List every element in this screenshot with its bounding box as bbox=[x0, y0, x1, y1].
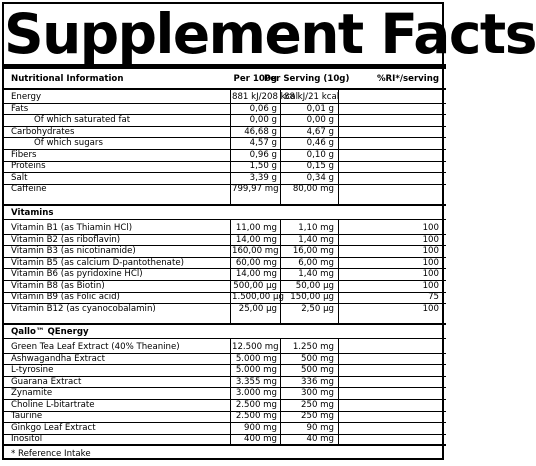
value-ri bbox=[389, 377, 439, 388]
column-divider bbox=[230, 220, 231, 323]
table-row bbox=[4, 292, 446, 303]
value-per-serving: 1.250 mg bbox=[292, 342, 334, 352]
footnote-rule bbox=[4, 444, 446, 446]
value-per-serving: 4,67 g bbox=[306, 126, 334, 137]
value-ri bbox=[389, 365, 439, 376]
value-per-100g: 0,96 g bbox=[249, 149, 277, 160]
value-ri bbox=[389, 138, 439, 149]
table-row bbox=[4, 258, 446, 269]
table-row bbox=[4, 281, 446, 292]
footnote: * Reference Intake bbox=[11, 449, 91, 459]
value-per-100g: 0,06 g bbox=[249, 103, 277, 114]
value-per-serving: 336 mg bbox=[301, 376, 334, 387]
blend-heading-rule bbox=[4, 338, 446, 339]
value-ri bbox=[389, 104, 439, 115]
value-ri bbox=[389, 354, 439, 365]
value-per-100g: 160,00 mg bbox=[232, 246, 279, 257]
value-per-100g: 1,50 g bbox=[249, 161, 277, 172]
nutrient-name: Choline L-bitartrate bbox=[11, 399, 95, 410]
value-per-100g: 799,97 mg bbox=[232, 184, 279, 195]
value-per-serving: 16,00 mg bbox=[292, 246, 334, 257]
value-per-100g: 900 mg bbox=[244, 422, 277, 433]
table-row bbox=[4, 92, 446, 103]
value-per-serving: 2,50 µg bbox=[301, 303, 334, 314]
value-per-100g: 3,39 g bbox=[249, 172, 277, 183]
table-row bbox=[4, 246, 446, 257]
table-row bbox=[4, 184, 446, 195]
value-ri bbox=[389, 150, 439, 161]
nutrient-name: Inositol bbox=[11, 434, 43, 445]
table-row bbox=[4, 173, 446, 184]
column-divider bbox=[280, 339, 281, 444]
vitamins-heading-row bbox=[4, 208, 446, 219]
nutrient-name: Vitamin B12 (as cyanocobalamin) bbox=[11, 303, 156, 314]
column-divider bbox=[230, 339, 231, 444]
nutrient-name: Carbohydrates bbox=[11, 126, 75, 137]
value-per-100g: 0,00 g bbox=[249, 115, 277, 126]
table-row bbox=[4, 411, 446, 422]
value-per-serving: 50,00 µg bbox=[295, 280, 334, 291]
nutrient-name: Zynamite bbox=[11, 388, 53, 399]
header-rule bbox=[4, 88, 446, 90]
value-ri: 100 bbox=[422, 223, 439, 233]
value-ri: 100 bbox=[422, 280, 439, 291]
nutrient-name: Vitamin B6 (as pyridoxine HCl) bbox=[11, 269, 143, 280]
nutrient-name: L-tyrosine bbox=[11, 365, 54, 376]
nutrient-name: Of which sugars bbox=[34, 138, 103, 149]
value-per-100g: 2.500 mg bbox=[235, 399, 277, 410]
nutrient-name: Vitamin B2 (as riboflavin) bbox=[11, 234, 121, 245]
table-row bbox=[4, 377, 446, 388]
table-row bbox=[4, 115, 446, 126]
nutrient-name: Vitamin B1 (as Thiamin HCl) bbox=[11, 223, 133, 233]
value-ri: 75 bbox=[428, 292, 439, 303]
value-ri bbox=[389, 423, 439, 434]
value-ri: 100 bbox=[422, 257, 439, 268]
value-per-100g: 25,00 µg bbox=[238, 303, 277, 314]
value-per-serving: 0,15 g bbox=[306, 161, 334, 172]
value-per-serving: 500 mg bbox=[301, 353, 334, 364]
value-per-100g: 5.000 mg bbox=[235, 365, 277, 376]
value-per-serving: 0,10 g bbox=[306, 149, 334, 160]
nutrient-name: Proteins bbox=[11, 161, 46, 172]
table-row bbox=[4, 150, 446, 161]
value-per-100g: 881 kJ/208 kcal bbox=[232, 92, 299, 102]
value-ri bbox=[389, 342, 439, 353]
table-row bbox=[4, 423, 446, 434]
value-per-serving: 0,01 g bbox=[306, 103, 334, 114]
value-per-serving: 80,00 mg bbox=[292, 184, 334, 195]
value-ri bbox=[389, 173, 439, 184]
vitamins-heading-rule bbox=[4, 219, 446, 220]
header-per-100g: Per 100g bbox=[233, 74, 277, 84]
value-per-serving: 90 mg bbox=[306, 422, 334, 433]
value-ri: 100 bbox=[422, 234, 439, 245]
value-per-serving: 250 mg bbox=[301, 399, 334, 410]
value-per-serving: 500 mg bbox=[301, 365, 334, 376]
nutrient-name: Of which saturated fat bbox=[34, 115, 131, 126]
header-ri-per-serving: %RI*/serving bbox=[376, 74, 439, 84]
value-per-100g: 5.000 mg bbox=[235, 353, 277, 364]
nutrient-name: Vitamin B9 (as Folic acid) bbox=[11, 292, 120, 303]
value-per-serving: 300 mg bbox=[301, 388, 334, 399]
nutrient-name: Salt bbox=[11, 172, 28, 183]
nutrient-name: Ashwagandha Extract bbox=[11, 353, 105, 364]
value-per-100g: 500,00 µg bbox=[233, 280, 277, 291]
table-row bbox=[4, 138, 446, 149]
value-ri bbox=[389, 400, 439, 411]
value-per-serving: 250 mg bbox=[301, 411, 334, 422]
value-per-100g: 60,00 mg bbox=[235, 257, 277, 268]
header-nutritional-information: Nutritional Information bbox=[11, 74, 124, 84]
table-row bbox=[4, 304, 446, 315]
value-per-serving: 40 mg bbox=[306, 434, 334, 445]
column-divider bbox=[338, 220, 339, 323]
column-divider bbox=[338, 339, 339, 444]
value-per-serving: 1,40 mg bbox=[298, 269, 334, 280]
value-per-100g: 46,68 g bbox=[244, 126, 277, 137]
nutrient-name: Energy bbox=[11, 92, 42, 102]
nutrient-name: Green Tea Leaf Extract (40% Theanine) bbox=[11, 342, 180, 352]
table-row bbox=[4, 342, 446, 353]
value-per-100g: 1.500,00 µg bbox=[232, 292, 284, 303]
panel-title: Supplement Facts bbox=[4, 2, 536, 66]
column-divider bbox=[280, 89, 281, 204]
nutrient-name: Guarana Extract bbox=[11, 376, 82, 387]
value-per-serving: 0,34 g bbox=[306, 172, 334, 183]
value-ri bbox=[389, 92, 439, 103]
value-per-100g: 11,00 mg bbox=[235, 223, 277, 233]
vitamins-heading: Vitamins bbox=[11, 208, 54, 218]
blend-heading-row bbox=[4, 327, 446, 338]
table-row bbox=[4, 354, 446, 365]
value-ri bbox=[389, 411, 439, 422]
nutrient-name: Fibers bbox=[11, 149, 37, 160]
nutrient-name: Fats bbox=[11, 103, 29, 114]
value-per-serving: 88 kJ/21 kcal bbox=[284, 92, 340, 102]
value-per-serving: 0,46 g bbox=[306, 138, 334, 149]
vitamins-rule bbox=[4, 204, 446, 206]
value-ri: 100 bbox=[422, 246, 439, 257]
value-ri bbox=[389, 184, 439, 195]
value-ri bbox=[389, 115, 439, 126]
nutrient-name: Vitamin B8 (as Biotin) bbox=[11, 280, 105, 291]
table-row bbox=[4, 235, 446, 246]
table-row bbox=[4, 104, 446, 115]
table-row bbox=[4, 388, 446, 399]
value-ri bbox=[389, 127, 439, 138]
blend-rule bbox=[4, 323, 446, 325]
table-row bbox=[4, 161, 446, 172]
value-per-100g: 14,00 mg bbox=[235, 234, 277, 245]
value-per-serving: 150,00 µg bbox=[290, 292, 334, 303]
blend-heading: Qallo™ QEnergy bbox=[11, 327, 89, 337]
table-row bbox=[4, 269, 446, 280]
value-per-serving: 0,00 g bbox=[306, 115, 334, 126]
column-divider bbox=[280, 220, 281, 323]
nutrient-name: Caffeine bbox=[11, 184, 47, 195]
column-divider bbox=[338, 89, 339, 204]
header-per-serving: Per Serving (10g) bbox=[264, 74, 350, 84]
supplement-facts-panel bbox=[2, 2, 536, 460]
nutrient-name: Vitamin B3 (as nicotinamide) bbox=[11, 246, 136, 257]
nutrient-name: Taurine bbox=[11, 411, 43, 422]
table-row bbox=[4, 365, 446, 376]
title-rule bbox=[4, 64, 446, 69]
value-ri bbox=[389, 388, 439, 399]
value-ri: 100 bbox=[422, 303, 439, 314]
value-per-serving: 1,40 mg bbox=[298, 234, 334, 245]
value-per-100g: 14,00 mg bbox=[235, 269, 277, 280]
table-row bbox=[4, 400, 446, 411]
value-per-100g: 3.000 mg bbox=[235, 388, 277, 399]
value-per-serving: 1,10 mg bbox=[298, 223, 334, 233]
value-per-serving: 6,00 mg bbox=[298, 257, 334, 268]
table-row bbox=[4, 127, 446, 138]
value-per-100g: 3.355 mg bbox=[235, 376, 277, 387]
value-per-100g: 12.500 mg bbox=[232, 342, 279, 352]
value-ri bbox=[389, 161, 439, 172]
value-per-100g: 2.500 mg bbox=[235, 411, 277, 422]
value-per-100g: 400 mg bbox=[244, 434, 277, 445]
table-row bbox=[4, 223, 446, 234]
value-per-100g: 4,57 g bbox=[249, 138, 277, 149]
value-ri: 100 bbox=[422, 269, 439, 280]
nutrient-name: Vitamin B5 (as calcium D-pantothenate) bbox=[11, 257, 184, 268]
nutrient-name: Ginkgo Leaf Extract bbox=[11, 422, 96, 433]
column-divider bbox=[230, 89, 231, 204]
